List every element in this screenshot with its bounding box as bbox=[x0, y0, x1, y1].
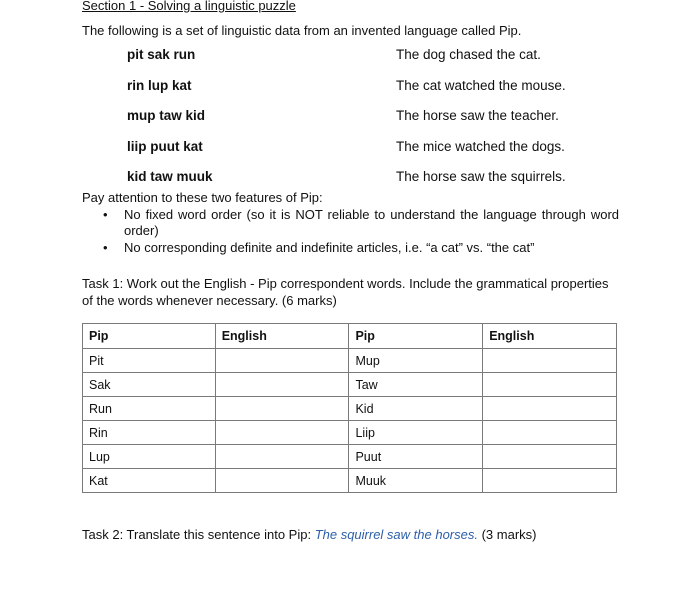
section-heading: Section 1 - Solving a linguistic puzzle bbox=[82, 0, 296, 13]
pip-sentence: liip puut kat bbox=[127, 139, 203, 154]
pip-sentence: kid taw muuk bbox=[127, 169, 213, 184]
task2-instructions bbox=[82, 527, 536, 542]
pip-word-cell: Pit bbox=[83, 349, 216, 373]
pip-sentence: rin lup kat bbox=[127, 78, 192, 93]
pip-word-cell: Sak bbox=[83, 373, 216, 397]
english-answer-cell[interactable] bbox=[215, 373, 349, 397]
english-answer-cell[interactable] bbox=[483, 397, 617, 421]
english-translation: The cat watched the mouse. bbox=[396, 78, 566, 93]
english-translation: The horse saw the squirrels. bbox=[396, 169, 566, 184]
english-answer-cell[interactable] bbox=[483, 373, 617, 397]
english-answer-cell[interactable] bbox=[483, 469, 617, 493]
bullet-item: No corresponding definite and indefinite articles, i.e. “a cat” vs. “the cat” bbox=[124, 240, 535, 255]
english-answer-cell[interactable] bbox=[483, 349, 617, 373]
intro-text: The following is a set of linguistic data from an invented language called Pip. bbox=[82, 23, 522, 38]
header-cell: Pip bbox=[83, 324, 216, 349]
table-row bbox=[83, 421, 617, 445]
english-translation: The mice watched the dogs. bbox=[396, 139, 565, 154]
pip-word-cell: Rin bbox=[83, 421, 216, 445]
bullet-item: No fixed word order (so it is NOT reliable to understand the language through word order) bbox=[124, 207, 619, 238]
task2-prefix: Task 2: Translate this sentence into Pip: bbox=[82, 527, 315, 542]
english-translation: The dog chased the cat. bbox=[396, 47, 541, 62]
table-row bbox=[83, 397, 617, 421]
english-translation: The horse saw the teacher. bbox=[396, 108, 559, 123]
header-cell: Pip bbox=[349, 324, 483, 349]
pip-word-cell: Mup bbox=[349, 349, 483, 373]
english-answer-cell[interactable] bbox=[215, 445, 349, 469]
correspondence-table bbox=[82, 323, 617, 493]
pip-word-cell: Liip bbox=[349, 421, 483, 445]
pip-sentence: mup taw kid bbox=[127, 108, 206, 123]
task2-sentence: The squirrel saw the horses. bbox=[314, 527, 478, 542]
table-header-row bbox=[83, 324, 617, 349]
english-answer-cell[interactable] bbox=[215, 397, 349, 421]
attention-text: Pay attention to these two features of Pip: bbox=[82, 190, 323, 205]
header-cell: English bbox=[483, 324, 617, 349]
english-answer-cell[interactable] bbox=[215, 421, 349, 445]
pip-word-cell: Run bbox=[83, 397, 216, 421]
header-cell: English bbox=[215, 324, 349, 349]
table-row bbox=[83, 469, 617, 493]
english-answer-cell[interactable] bbox=[483, 445, 617, 469]
pip-word-cell: Muuk bbox=[349, 469, 483, 493]
english-answer-cell[interactable] bbox=[215, 349, 349, 373]
pip-word-cell: Lup bbox=[83, 445, 216, 469]
task1-instructions: Task 1: Work out the English - Pip correspondent words. Include the grammatical properties of the words whenever necessary. (6 marks) bbox=[82, 276, 609, 308]
pip-word-cell: Kid bbox=[349, 397, 483, 421]
bullet-icon: • bbox=[103, 207, 108, 222]
pip-sentence: pit sak run bbox=[127, 47, 196, 62]
english-answer-cell[interactable] bbox=[483, 421, 617, 445]
table-row bbox=[83, 445, 617, 469]
pip-word-cell: Kat bbox=[83, 469, 216, 493]
table-row bbox=[83, 349, 617, 373]
task2-suffix: (3 marks) bbox=[477, 527, 537, 542]
table-row bbox=[83, 373, 617, 397]
pip-word-cell: Puut bbox=[349, 445, 483, 469]
english-answer-cell[interactable] bbox=[215, 469, 349, 493]
bullet-icon: • bbox=[103, 240, 108, 255]
pip-word-cell: Taw bbox=[349, 373, 483, 397]
